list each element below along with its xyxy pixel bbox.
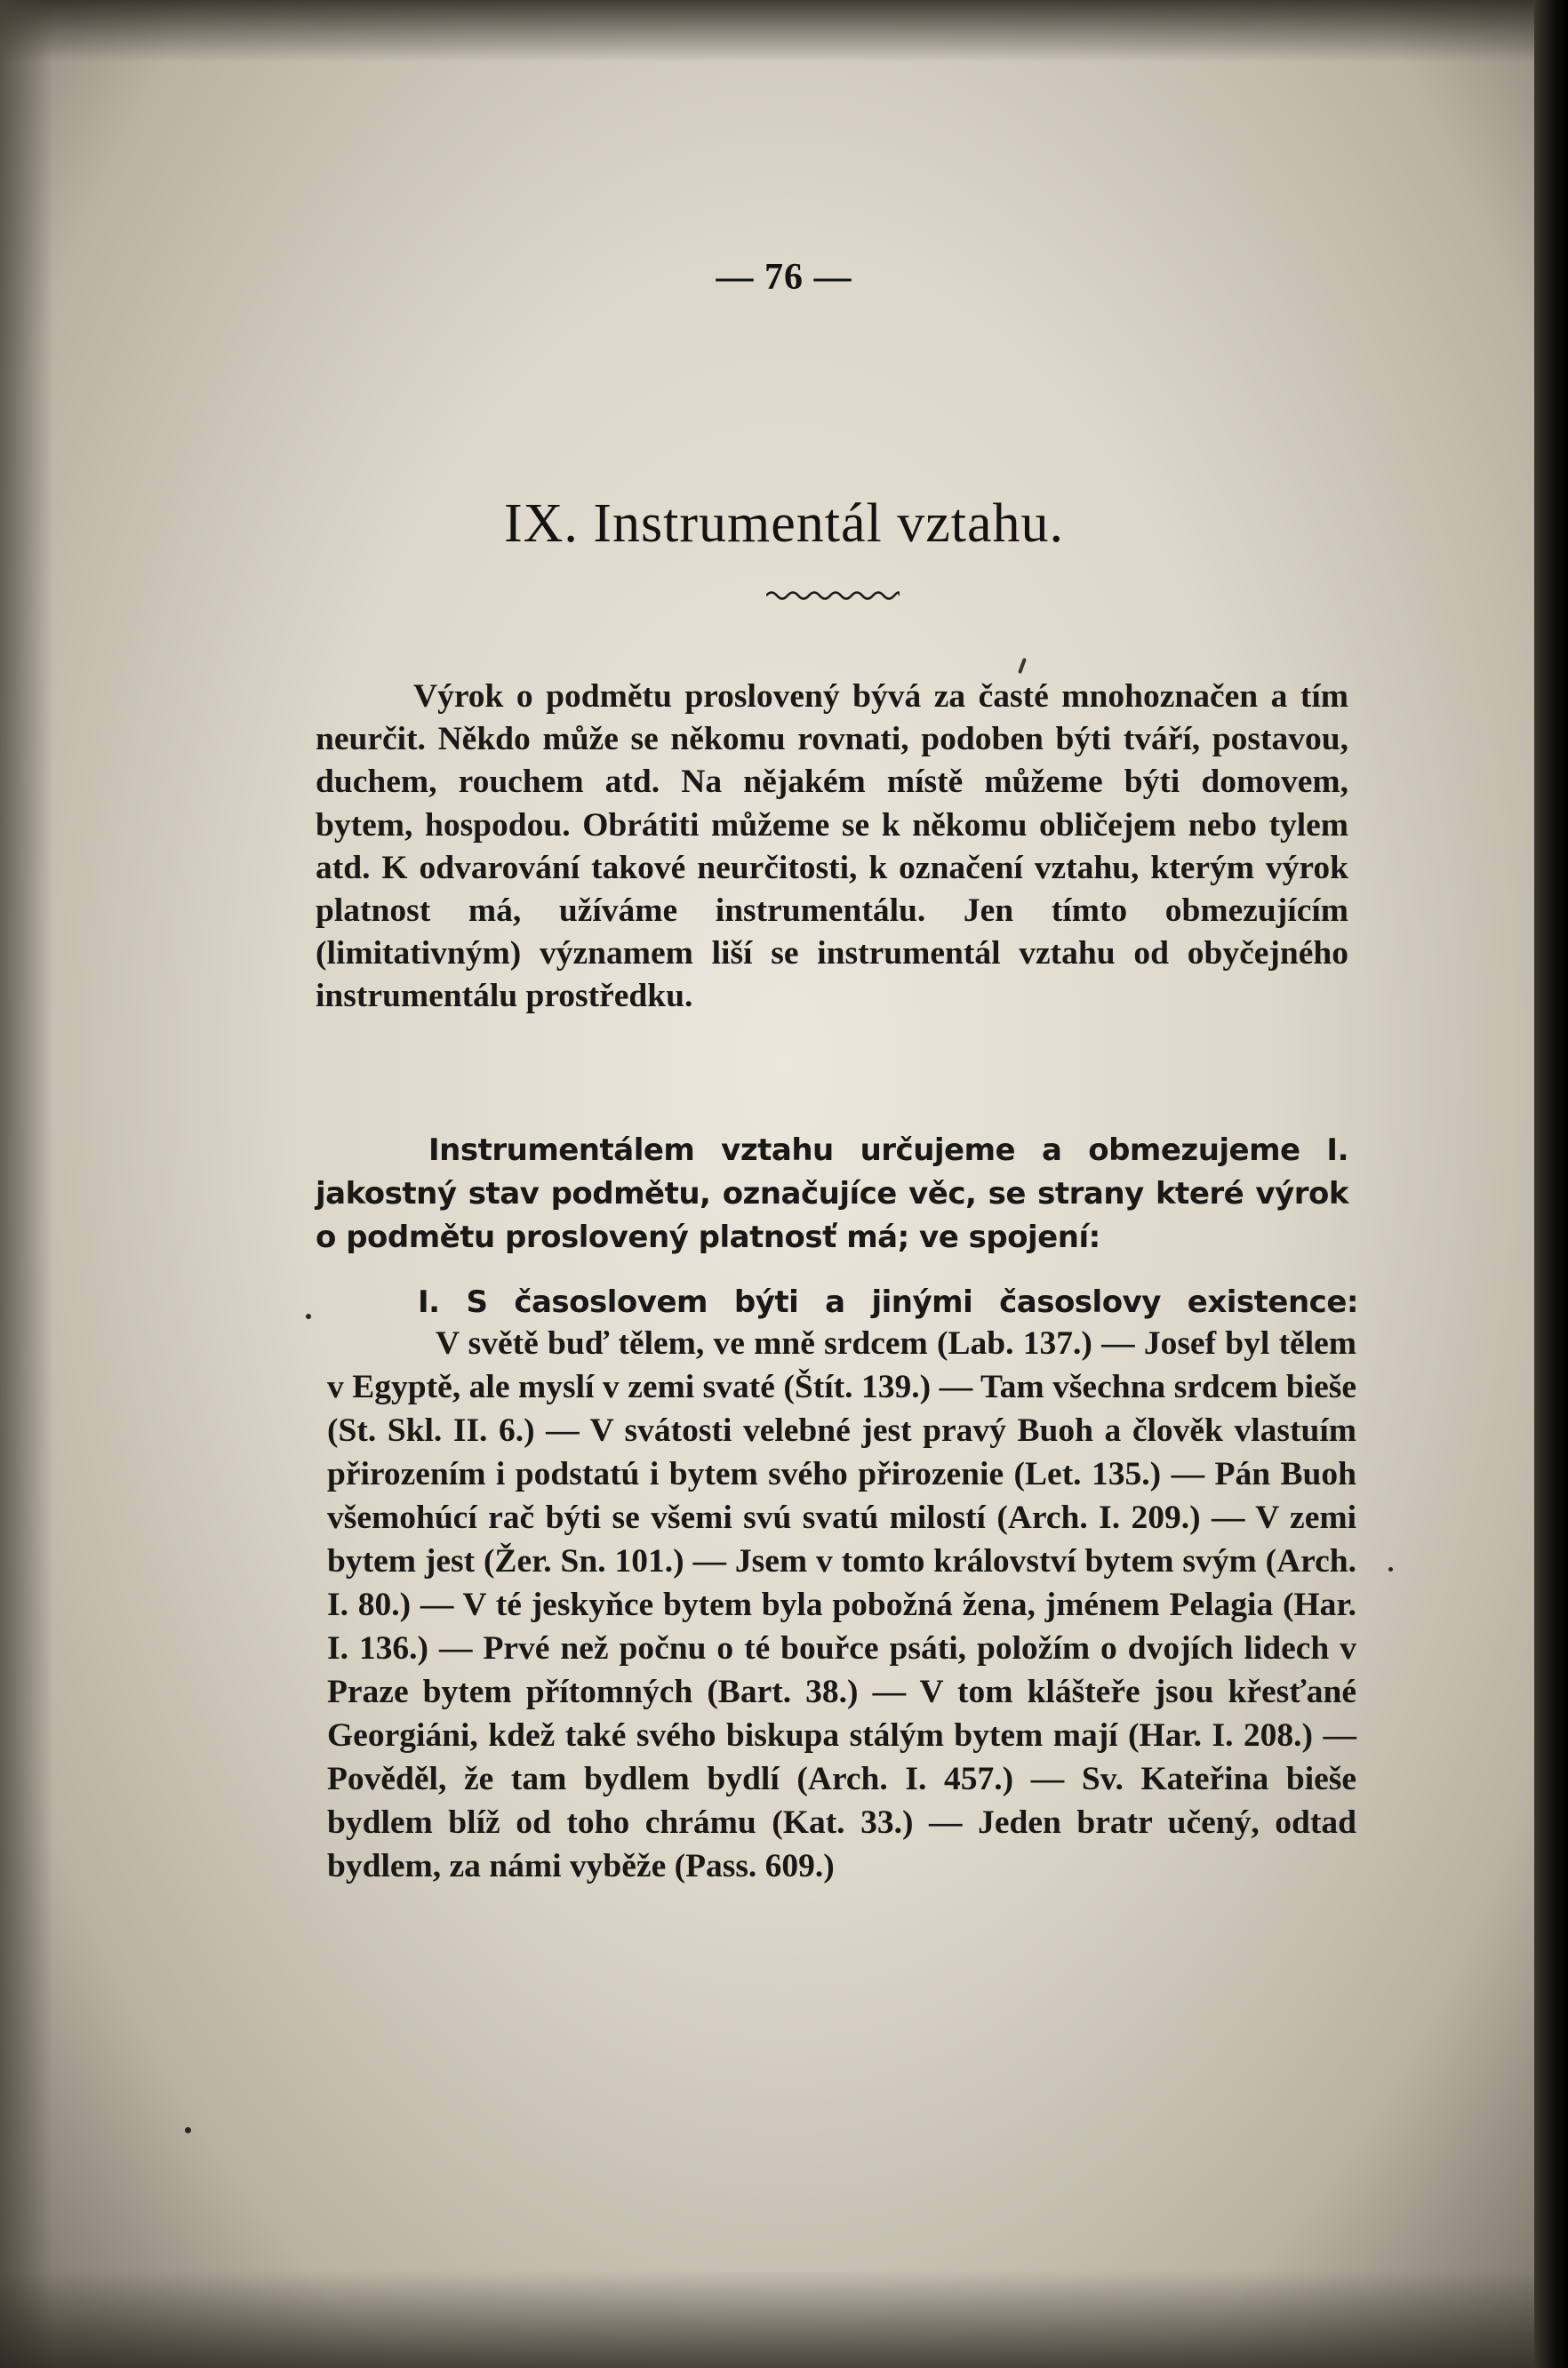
chapter-title: IX. Instrumentál vztahu. [503,493,1065,554]
ink-speck [306,1314,311,1319]
page-shadow-top [0,0,1568,62]
page-shadow-bottom [0,2270,1568,2368]
page-shadow-left [0,0,53,2368]
section-heading: I. S časoslovem býti a jinými časoslovy existence: [418,1284,1358,1320]
intro-paragraph [316,676,1348,1019]
ink-speck [1388,1567,1393,1572]
ink-speck [185,2127,191,2133]
rule-paragraph [316,1129,1348,1260]
examples-paragraph [327,1322,1356,1888]
decorative-wavy-rule [766,587,900,604]
rule-paragraph-text: Instrumentálem vztahu určujeme a obmezujeme I. jakostný stav podmětu, označujíce věc, se strany které výrok o podmětu proslovený platnosť má; ve spojení: [316,1132,1348,1255]
page-binding-edge [1534,0,1568,2368]
ink-speck [1018,658,1027,674]
page-number: — 76 — [716,257,852,298]
examples-paragraph-text: V světě buď tělem, ve mně srdcem (Lab. 137.) — Josef byl tělem v Egyptě, ale myslí v zemi svaté (Štít. 139.) — Tam všechna srdcem bieše (St. Skl. II. 6.) — V svátosti velebné jest pravý Buoh a člověk vlastuím přirozením i podstatú i bytem svého přirozenie (Let. 135.) — Pán Buoh všemohúcí rač býti se všemi svú svatú milostí (Arch. I. 209.) — V zemi bytem jest (Žer. Sn. 101.) — Jsem v tomto království bytem svým (Arch. I. 80.) — V té jeskyňce bytem byla pobožná žena, jménem Pelagia (Har. I. 136.) — Prvé než počnu o té bouřce psáti, položím o dvojích lidech v Praze bytem přítomných (Bart. 38.) — V tom klášteře jsou křesťané Georgiáni, kdež také svého biskupa stálým bytem mají (Har. I. 208.) — Pověděl, že tam bydlem bydlí (Arch. I. 457.) — Sv. Kateřina bieše bydlem blíž od toho chrámu (Kat. 33.) — Jeden bratr učený, odtad bydlem, za námi vyběže (Pass. 609.) [327,1325,1356,1884]
intro-paragraph-text: Výrok o podmětu proslovený bývá za časté mnohoznačen a tím neurčit. Někdo může se někomu rovnati, podoben býti tváří, postavou, duchem, rouchem atd. Na nějakém místě můžeme býti domovem, bytem, hospodou. Obrátiti můžeme se k někomu obličejem nebo tylem atd. K odvarování takové neurčitosti, k označení vztahu, kterým výrok platnost má, užíváme instrumentálu. Jen tímto obmezujícím (limitativným) významem liší se instrumentál vztahu od obyčejného instrumentálu prostředku. [316,678,1348,1015]
